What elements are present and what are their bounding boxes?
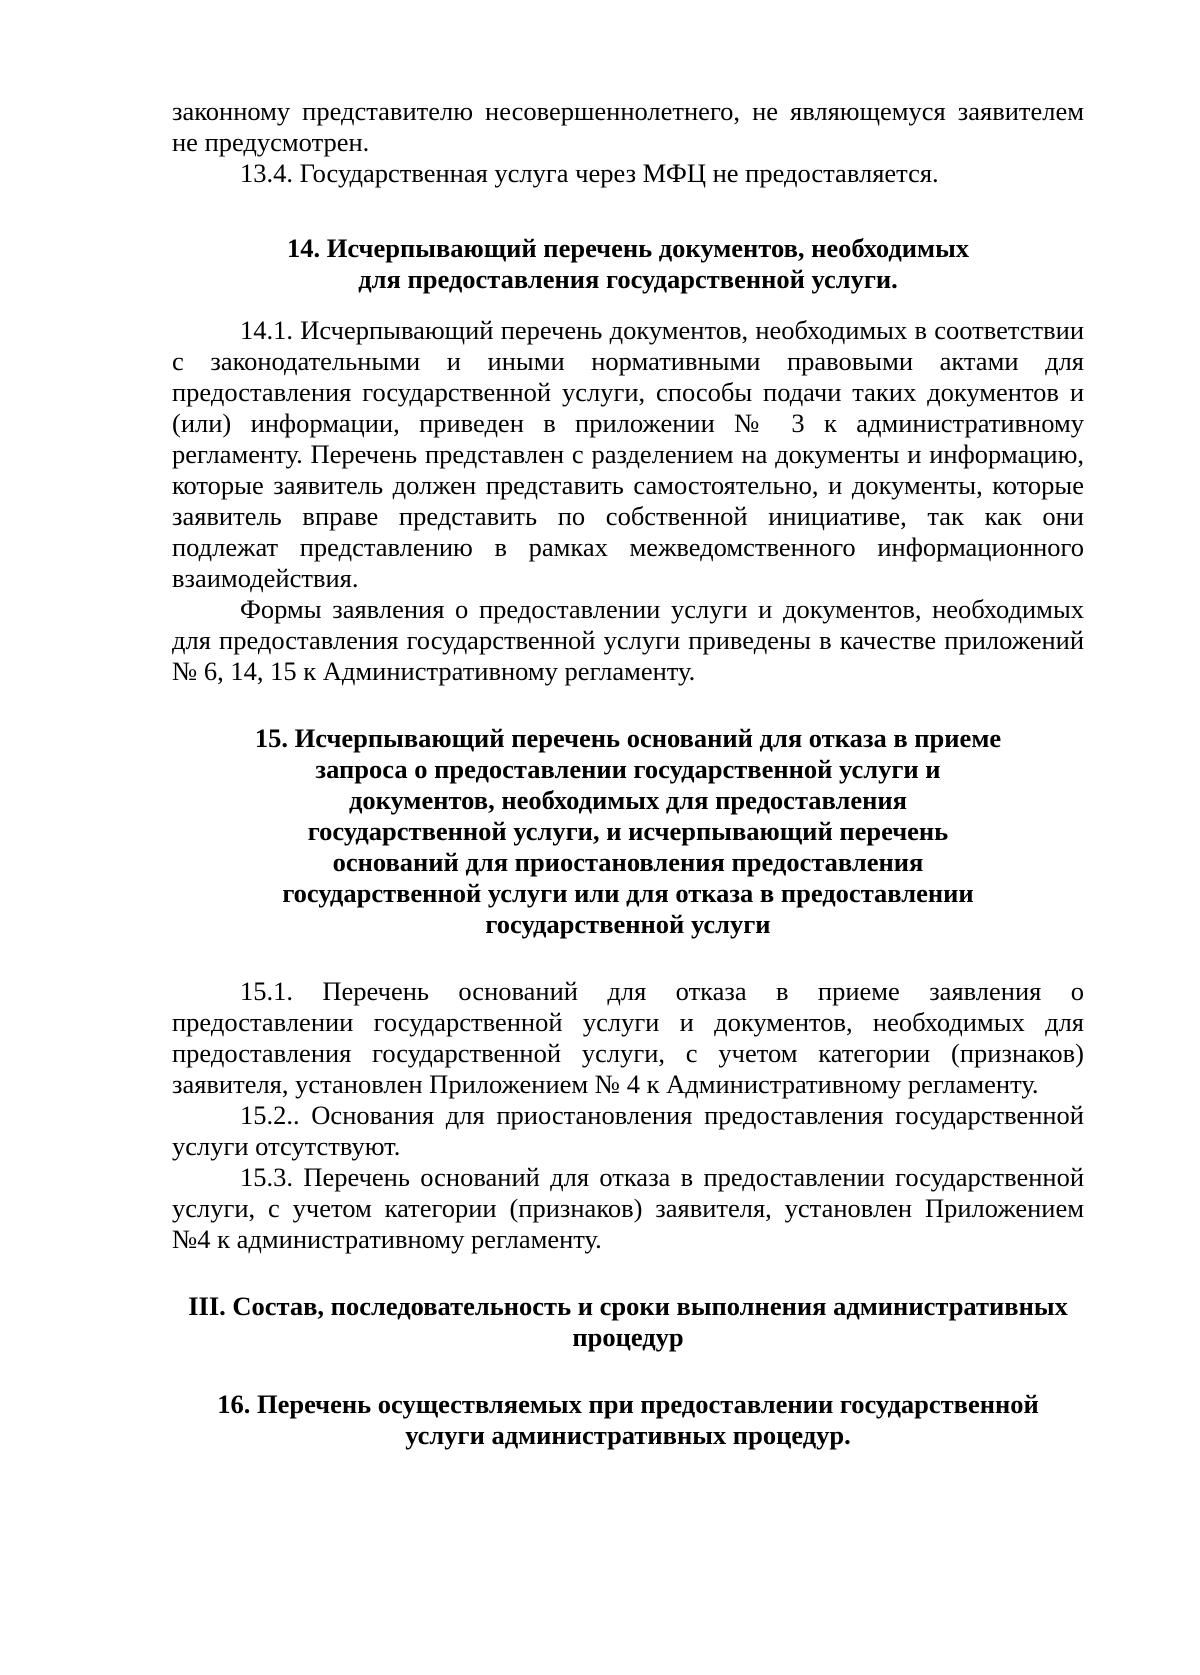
- section-15-heading-line: оснований для приостановления предоставления: [332, 847, 924, 877]
- section-15-heading-line: государственной услуги, и исчерпывающий перечень: [307, 816, 949, 846]
- section-15-heading: [172, 723, 1084, 940]
- section-15-heading-line: запроса о предоставлении государственной услуги и: [315, 754, 941, 784]
- document-body: [172, 96, 1084, 1451]
- paragraph-15-1: 15.1. Перечень оснований для отказа в приеме заявления о предоставлении государственной услуги и документов, необходимых для предоставления государственной услуги, с учетом категории (признаков) заявителя, установлен Приложением № 4 к Административному регламенту.: [172, 976, 1084, 1099]
- section-15-heading-line: документов, необходимых для предоставления: [348, 785, 907, 815]
- section-16-heading-line: 16. Перечень осуществляемых при предоставлении государственной: [217, 1389, 1039, 1419]
- section-16-heading: [172, 1389, 1084, 1451]
- continuation-paragraph: законному представителю несовершеннолетнего, не являющемуся заявителем не предусмотрен.: [172, 96, 1084, 157]
- section-14-heading: [172, 233, 1084, 295]
- section-14-heading-line: 14. Исчерпывающий перечень документов, необходимых: [286, 233, 970, 263]
- section-15-heading-line: государственной услуги или для отказа в предоставлении: [282, 878, 974, 908]
- part-3-heading: [172, 1291, 1084, 1353]
- paragraph-15-3: 15.3. Перечень оснований для отказа в предоставлении государственной услуги, с учетом категории (признаков) заявителя, установлен Приложением №4 к административному регламенту.: [172, 1162, 1084, 1254]
- section-15-heading-line: 15. Исчерпывающий перечень оснований для отказа в приеме: [254, 723, 1002, 753]
- paragraph-13-4: 13.4. Государственная услуга через МФЦ не предоставляется.: [240, 158, 939, 188]
- part-3-heading-line: процедур: [572, 1322, 684, 1352]
- section-15-heading-line: государственной услуги: [485, 909, 771, 939]
- part-3-heading-line: III. Состав, последовательность и сроки выполнения административных: [188, 1291, 1068, 1321]
- paragraph-forms: Формы заявления о предоставлении услуги и документов, необходимых для предоставления государственной услуги приведены в качестве приложений № 6, 14, 15 к Административному регламенту.: [172, 594, 1084, 686]
- paragraph-15-2: 15.2.. Основания для приостановления предоставления государственной услуги отсутствуют.: [172, 1100, 1084, 1161]
- paragraph-14-1: 14.1. Исчерпывающий перечень документов, необходимых в соответствии с законодательными и иными нормативными правовыми актами для предоставления государственной услуги, способы подачи таких документов и (или) информации, приведен в приложении № 3 к административному регламенту. Перечень представлен с разделением на документы и информацию, которые заявитель должен представить самостоятельно, и документы, которые заявитель вправе представить по собственной инициативе, так как они подлежат представлению в рамках межведомственного информационного взаимодействия.: [172, 315, 1084, 593]
- section-14-heading-line: для предоставления государственной услуги.: [358, 264, 898, 294]
- section-16-heading-line: услуги административных процедур.: [405, 1420, 851, 1450]
